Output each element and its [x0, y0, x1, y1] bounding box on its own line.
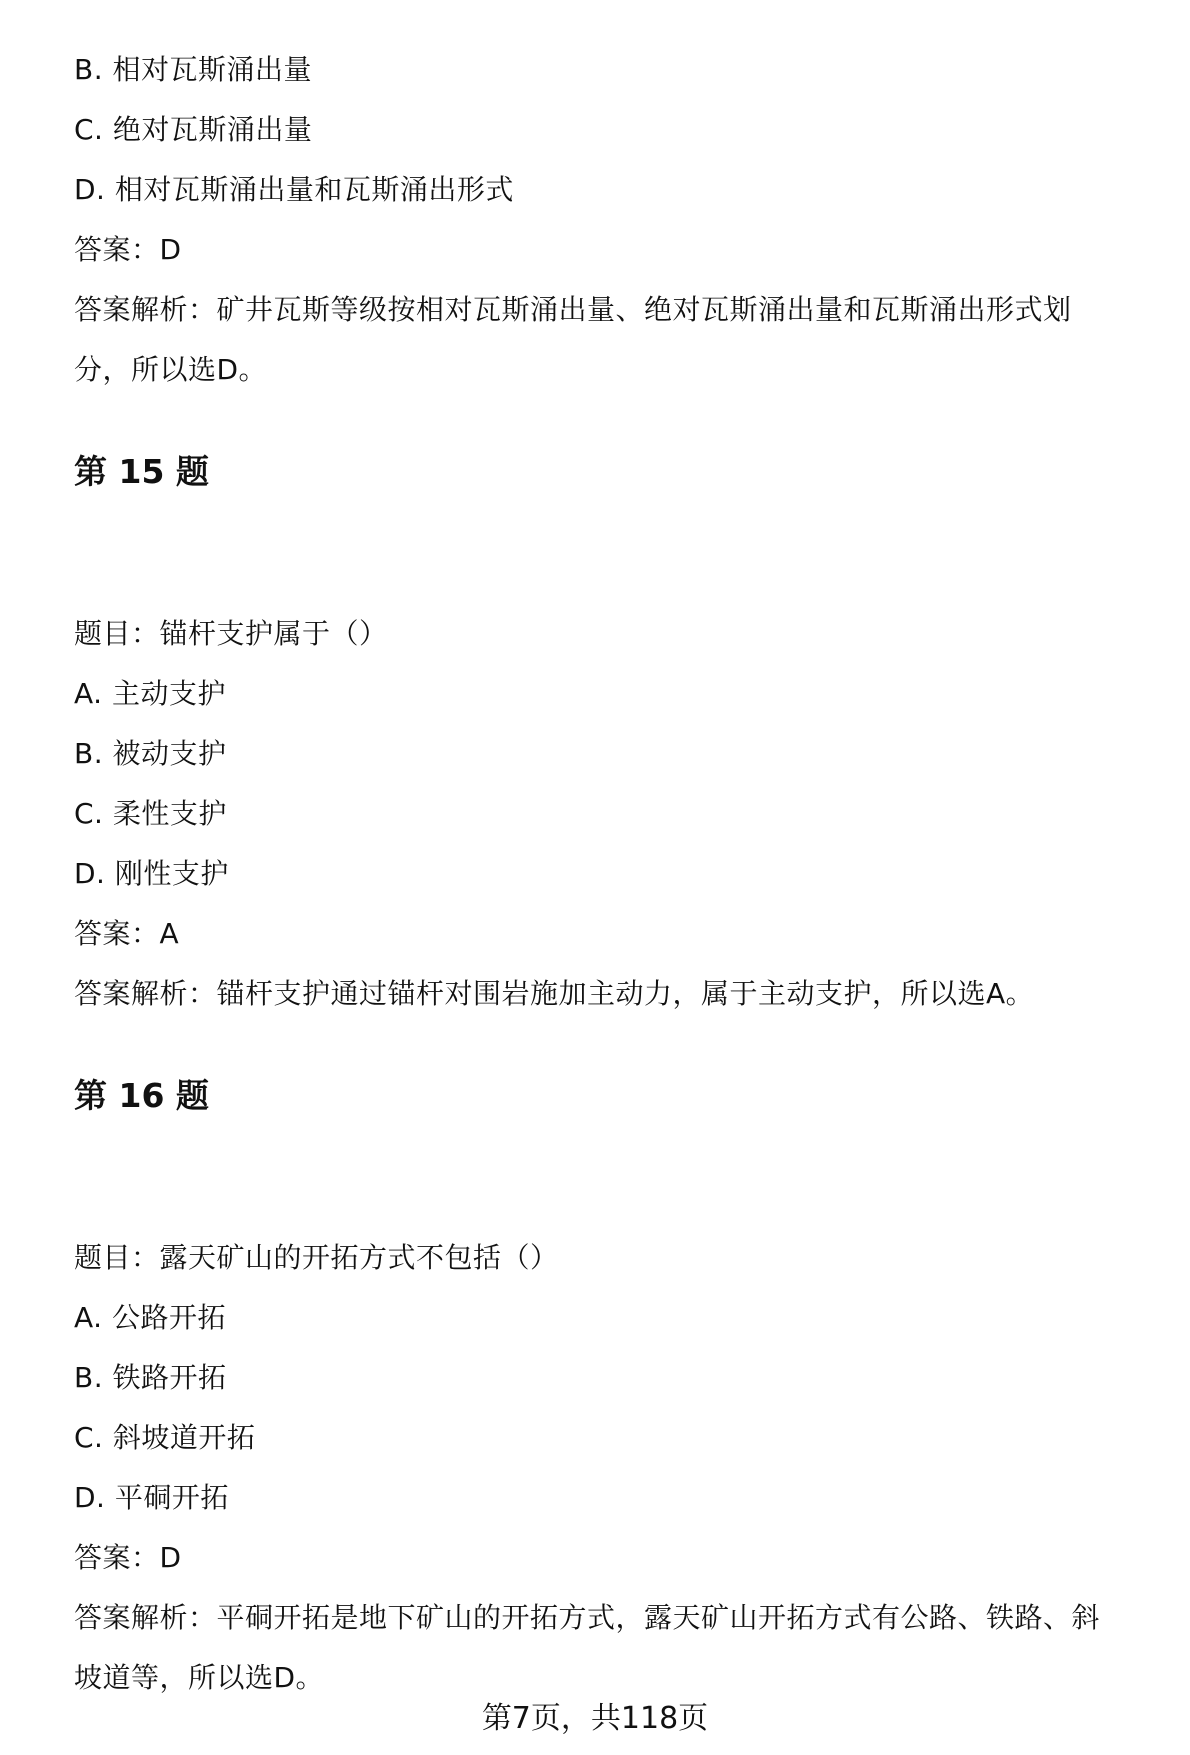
q16-question: 题目：露天矿山的开拓方式不包括（）: [74, 1241, 559, 1274]
q15-option-a: A. 主动支护: [74, 677, 226, 710]
q15-explanation-line1: 答案解析：锚杆支护通过锚杆对围岩施加主动力，属于主动支护，所以选A。: [74, 977, 1035, 1010]
q16-explanation-line2: 坡道等，所以选D。: [74, 1661, 325, 1694]
q15-option-c: C. 柔性支护: [74, 797, 227, 830]
q15-option-d: D. 刚性支护: [74, 857, 229, 890]
q14-explanation-line2: 分，所以选D。: [74, 353, 268, 386]
q15-heading: 第 15 题: [74, 452, 209, 491]
q15-option-b: B. 被动支护: [74, 737, 227, 770]
q16-option-b: B. 铁路开拓: [74, 1361, 227, 1394]
q15-answer: 答案：A: [74, 917, 180, 950]
q16-answer: 答案：D: [74, 1541, 182, 1574]
q16-option-d: D. 平硐开拓: [74, 1481, 229, 1514]
q14-answer: 答案：D: [74, 233, 182, 266]
q16-option-a: A. 公路开拓: [74, 1301, 226, 1334]
q14-option-b: B. 相对瓦斯涌出量: [74, 53, 313, 86]
q16-explanation-line1: 答案解析：平硐开拓是地下矿山的开拓方式，露天矿山开拓方式有公路、铁路、斜: [74, 1601, 1101, 1634]
q14-option-d: D. 相对瓦斯涌出量和瓦斯涌出形式: [74, 173, 514, 206]
q16-heading: 第 16 题: [74, 1076, 209, 1115]
page-number-footer: 第7页，共118页: [481, 1701, 709, 1736]
q15-question: 题目：锚杆支护属于（）: [74, 617, 388, 650]
q14-option-c: C. 绝对瓦斯涌出量: [74, 113, 313, 146]
q14-explanation-line1: 答案解析：矿井瓦斯等级按相对瓦斯涌出量、绝对瓦斯涌出量和瓦斯涌出形式划: [74, 293, 1072, 326]
q16-option-c: C. 斜坡道开拓: [74, 1421, 256, 1454]
